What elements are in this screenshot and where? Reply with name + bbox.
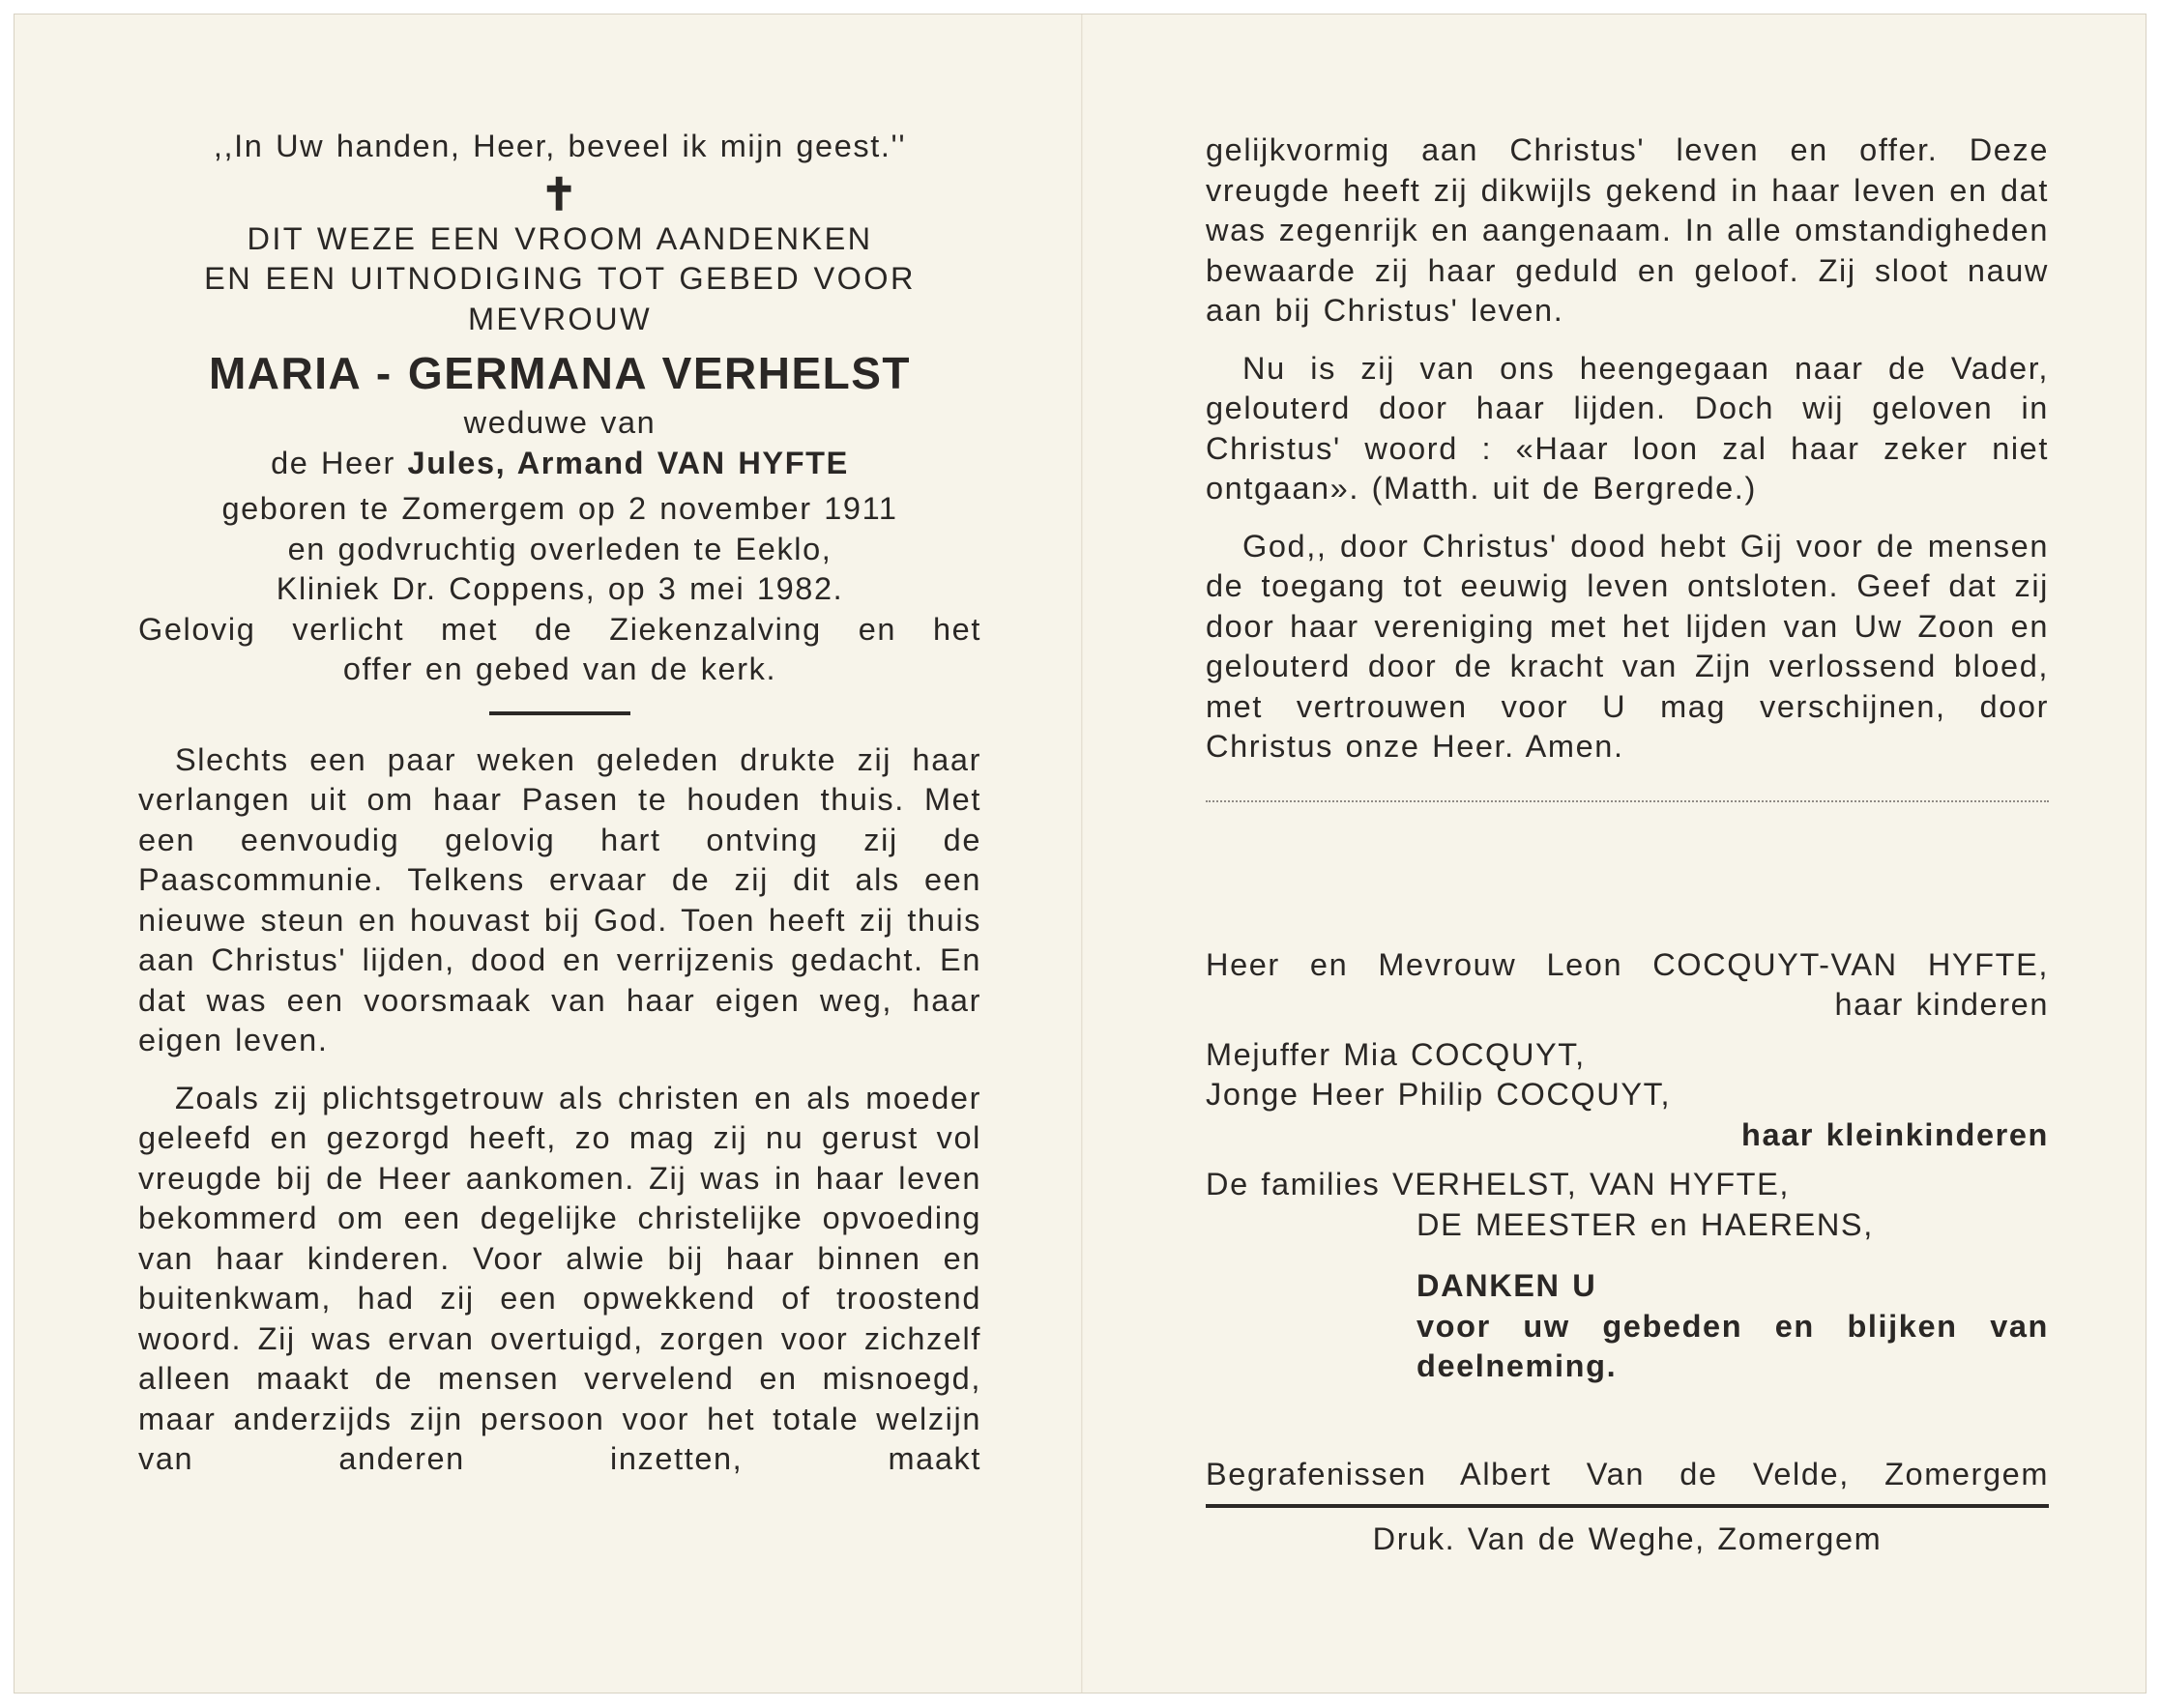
prayer: God,, door Christus' dood hebt Gij voor de mensen de toegang tot eeuwig leven ontsloten. Geef dat zij door haar vereniging met het lijden van Uw Zoon en gelouterd door de kracht van Zijn verlossend bloed, met vertrouwen voor U mag verschijnen, door Christus onze Heer. Amen. xyxy=(1206,528,2049,764)
family-block xyxy=(1206,945,2049,1387)
sacraments-line-2: offer en gebed van de kerk. xyxy=(342,651,777,686)
husband-name: Jules, Armand VAN HYFTE xyxy=(407,445,849,480)
printer: Druk. Van de Weghe, Zomergem xyxy=(1372,1521,1883,1556)
paragraph-2: Zoals zij plichtsgetrouw als christen en als moeder geleefd en gezorgd heeft, zo mag zij nu gerust vol vreugde bij de Heer aankomen. Zij was in haar leven bekommerd om een degelijke christelijke opvoeding van haar kinderen. Voor alwie bij haar binnen en buitenkwam, had zij een opwekkend of troostend woord. Zij was ervan overtuigd, zorgen voor zichzelf alleen maakt de mensen vervelend en misnoegd, maar anderzijds zijn persoon voor het totale welzijn van anderen inzetten, maakt xyxy=(138,1080,981,1476)
husband-prefix: de Heer xyxy=(271,445,395,480)
undertaker: Begrafenissen Albert Van de Velde, Zomergem xyxy=(1206,1456,2049,1491)
children-label: haar kinderen xyxy=(1834,987,2049,1022)
birth-line: geboren te Zomergem op 2 november 1911 xyxy=(221,491,898,526)
card-fold xyxy=(1081,14,1083,1693)
families-line-1: De families VERHELST, VAN HYFTE, xyxy=(1206,1167,1791,1201)
intro-line-1: DIT WEZE EEN VROOM AANDENKEN xyxy=(247,220,873,256)
dotted-divider xyxy=(1206,800,2049,802)
death-line-2: Kliniek Dr. Coppens, op 3 mei 1982. xyxy=(276,571,844,606)
grandchildren-label: haar kleinkinderen xyxy=(1741,1116,2049,1152)
children-names: Heer en Mevrouw Leon COCQUYT-VAN HYFTE, xyxy=(1206,946,2049,982)
left-panel xyxy=(138,127,981,1480)
grandchild-1: Mejuffer Mia COCQUYT, xyxy=(1206,1036,1586,1072)
opening-quote: ,,In Uw handen, Heer, beveel ik mijn geest.'' xyxy=(213,129,907,163)
footer-rule xyxy=(1206,1504,2049,1508)
sacraments-line-1: Gelovig verlicht met de Ziekenzalving en het xyxy=(138,611,981,647)
cross-icon: ✝ xyxy=(540,167,580,220)
families-line-2: DE MEESTER en HAERENS, xyxy=(1416,1206,1874,1242)
paragraph-continued: gelijkvormig aan Christus' leven en offer. Deze vreugde heeft zij dikwijls gekend in haar leven en dat was zegenrijk en aangenaam. In alle omstandigheden bewaarde zij haar geduld en geloof. Zij sloot nauw aan bij Christus' leven. xyxy=(1206,132,2049,328)
thanks-text: voor uw gebeden en blijken van deelneming. xyxy=(1416,1308,2049,1383)
right-panel xyxy=(1206,130,2049,1560)
grandchild-2: Jonge Heer Philip COCQUYT, xyxy=(1206,1077,1672,1112)
death-line-1: en godvruchtig overleden te Eeklo, xyxy=(287,531,832,566)
deceased-name: MARIA - GERMANA VERHELST xyxy=(208,348,912,398)
husband-line xyxy=(138,444,981,484)
divider xyxy=(489,711,630,715)
paragraph-1: Slechts een paar weken geleden drukte zij haar verlangen uit om haar Pasen te houden thuis. Met een eenvoudig gelovig hart ontving zij de Paascommunie. Telkens ervaar de zij dit als een nieuwe steun en houvast bij God. Toen heeft zij thuis aan Christus' lijden, dood en verrijzenis gedacht. En dat was een voorsmaak van haar eigen weg, haar eigen leven. xyxy=(138,741,981,1057)
thanks-heading: DANKEN U xyxy=(1416,1268,1597,1303)
intro-line-2: EN EEN UITNODIGING TOT GEBED VOOR xyxy=(204,261,916,296)
memorial-card xyxy=(14,14,2146,1694)
intro-line-3: MEVROUW xyxy=(467,301,653,336)
widow-of: weduwe van xyxy=(463,405,657,440)
paragraph-vader: Nu is zij van ons heengegaan naar de Vader, gelouterd door haar lijden. Doch wij geloven in Christus' woord : «Haar loon zal haar zeker niet ontgaan». (Matth. uit de Bergrede.) xyxy=(1206,350,2049,506)
